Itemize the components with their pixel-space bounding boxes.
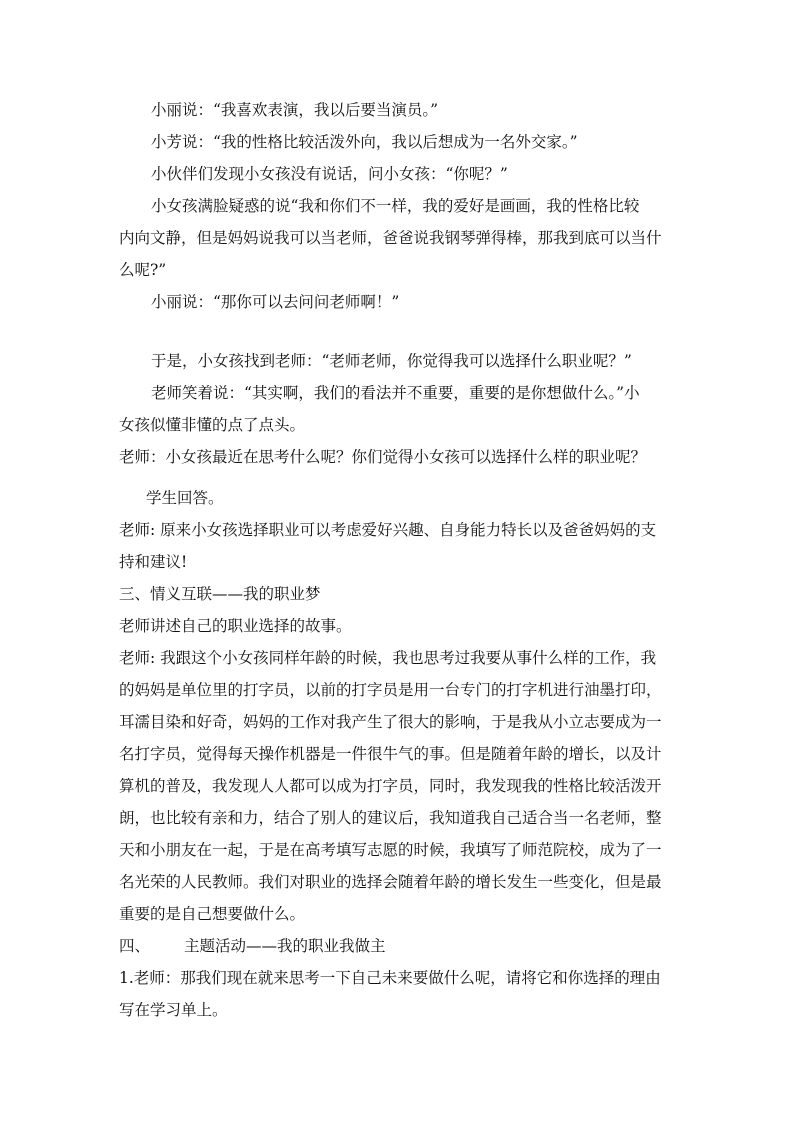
paragraph-activity-line2: 写在学习单上。 [119, 1001, 228, 1019]
paragraph-friends-ask: 小伙伴们发现小女孩没有说话，问小女孩：“你呢？” [151, 165, 508, 183]
paragraph-teacher-story-line3: 耳濡目染和好奇，妈妈的工作对我产生了很大的影响，于是我从小立志要成为一 [119, 713, 662, 731]
paragraph-teacher-story-line7: 天和小朋友在一起，于是在高考填写志愿的时候，我填写了师范院校，成为了一 [119, 841, 662, 859]
paragraph-teacher-summary-line2: 持和建议! [119, 553, 188, 571]
paragraph-teacher-story-line6: 朗，也比较有亲和力，结合了别人的建议后，我知道我自己适合当一名老师，整 [119, 809, 662, 827]
paragraph-teacher-story-line8: 名光荣的人民教师。我们对职业的选择会随着年龄的增长发生一些变化，但是最 [119, 873, 662, 891]
paragraph-girl-doubt-line3: 么呢?” [119, 261, 167, 279]
paragraph-teacher-story-line5: 算机的普及，我发现人人都可以成为打字员，同时，我发现我的性格比较活泼开 [119, 777, 662, 795]
paragraph-teacher-story-line2: 的妈妈是单位里的打字员，以前的打字员是用一台专门的打字机进行油墨打印， [119, 681, 662, 699]
paragraph-xiaofang-diplomat: 小芳说：“我的性格比较活泼外向，我以后想成为一名外交家。” [151, 133, 578, 151]
paragraph-girl-doubt-line2: 内向文静，但是妈妈说我可以当老师，爸爸说我钢琴弹得棒，那我到底可以当什 [119, 229, 662, 247]
paragraph-xiaoli-ask-teacher: 小丽说：“那你可以去问问老师啊！” [151, 293, 400, 311]
paragraph-teacher-story-intro: 老师讲述自己的职业选择的故事。 [119, 617, 352, 635]
paragraph-teacher-story-line4: 名打字员，觉得每天操作机器是一件很牛气的事。但是随着年龄的增长，以及计 [119, 745, 662, 763]
paragraph-teacher-story-line1: 老师: 我跟这个小女孩同样年龄的时候，我也思考过我要从事什么样的工作，我 [119, 649, 657, 667]
paragraph-teacher-summary-line1: 老师: 原来小女孩选择职业可以考虑爱好兴趣、自身能力特长以及爸爸妈妈的支 [119, 521, 657, 539]
section-heading-4-title: 主题活动——我的职业我做主 [184, 937, 386, 955]
section-heading-3: 三、情义互联——我的职业梦 [119, 585, 321, 603]
paragraph-xiaoli-acting: 小丽说：“我喜欢表演，我以后要当演员。” [151, 101, 439, 119]
paragraph-girl-finds-teacher: 于是，小女孩找到老师：“老师老师，你觉得我可以选择什么职业呢？” [151, 352, 632, 370]
paragraph-teacher-smiles-line1: 老师笑着说：“其实啊，我们的看法并不重要，重要的是你想做什么。”小 [151, 384, 640, 402]
paragraph-activity-line1: 1.老师：那我们现在就来思考一下自己未来要做什么呢，请将它和你选择的理由 [119, 969, 661, 987]
paragraph-teacher-question: 老师：小女孩最近在思考什么呢？你们觉得小女孩可以选择什么样的职业呢？ [119, 448, 647, 466]
paragraph-student-answer: 学生回答。 [146, 489, 224, 507]
paragraph-teacher-smiles-line2: 女孩似懂非懂的点了点头。 [119, 416, 306, 434]
section-heading-4-number: 四、 [119, 937, 151, 955]
paragraph-teacher-story-line9: 重要的是自己想要做什么。 [119, 905, 306, 923]
section-heading-4 [119, 930, 679, 963]
paragraph-girl-doubt-line1: 小女孩满脸疑惑的说“我和你们不一样，我的爱好是画画，我的性格比较 [151, 197, 640, 215]
